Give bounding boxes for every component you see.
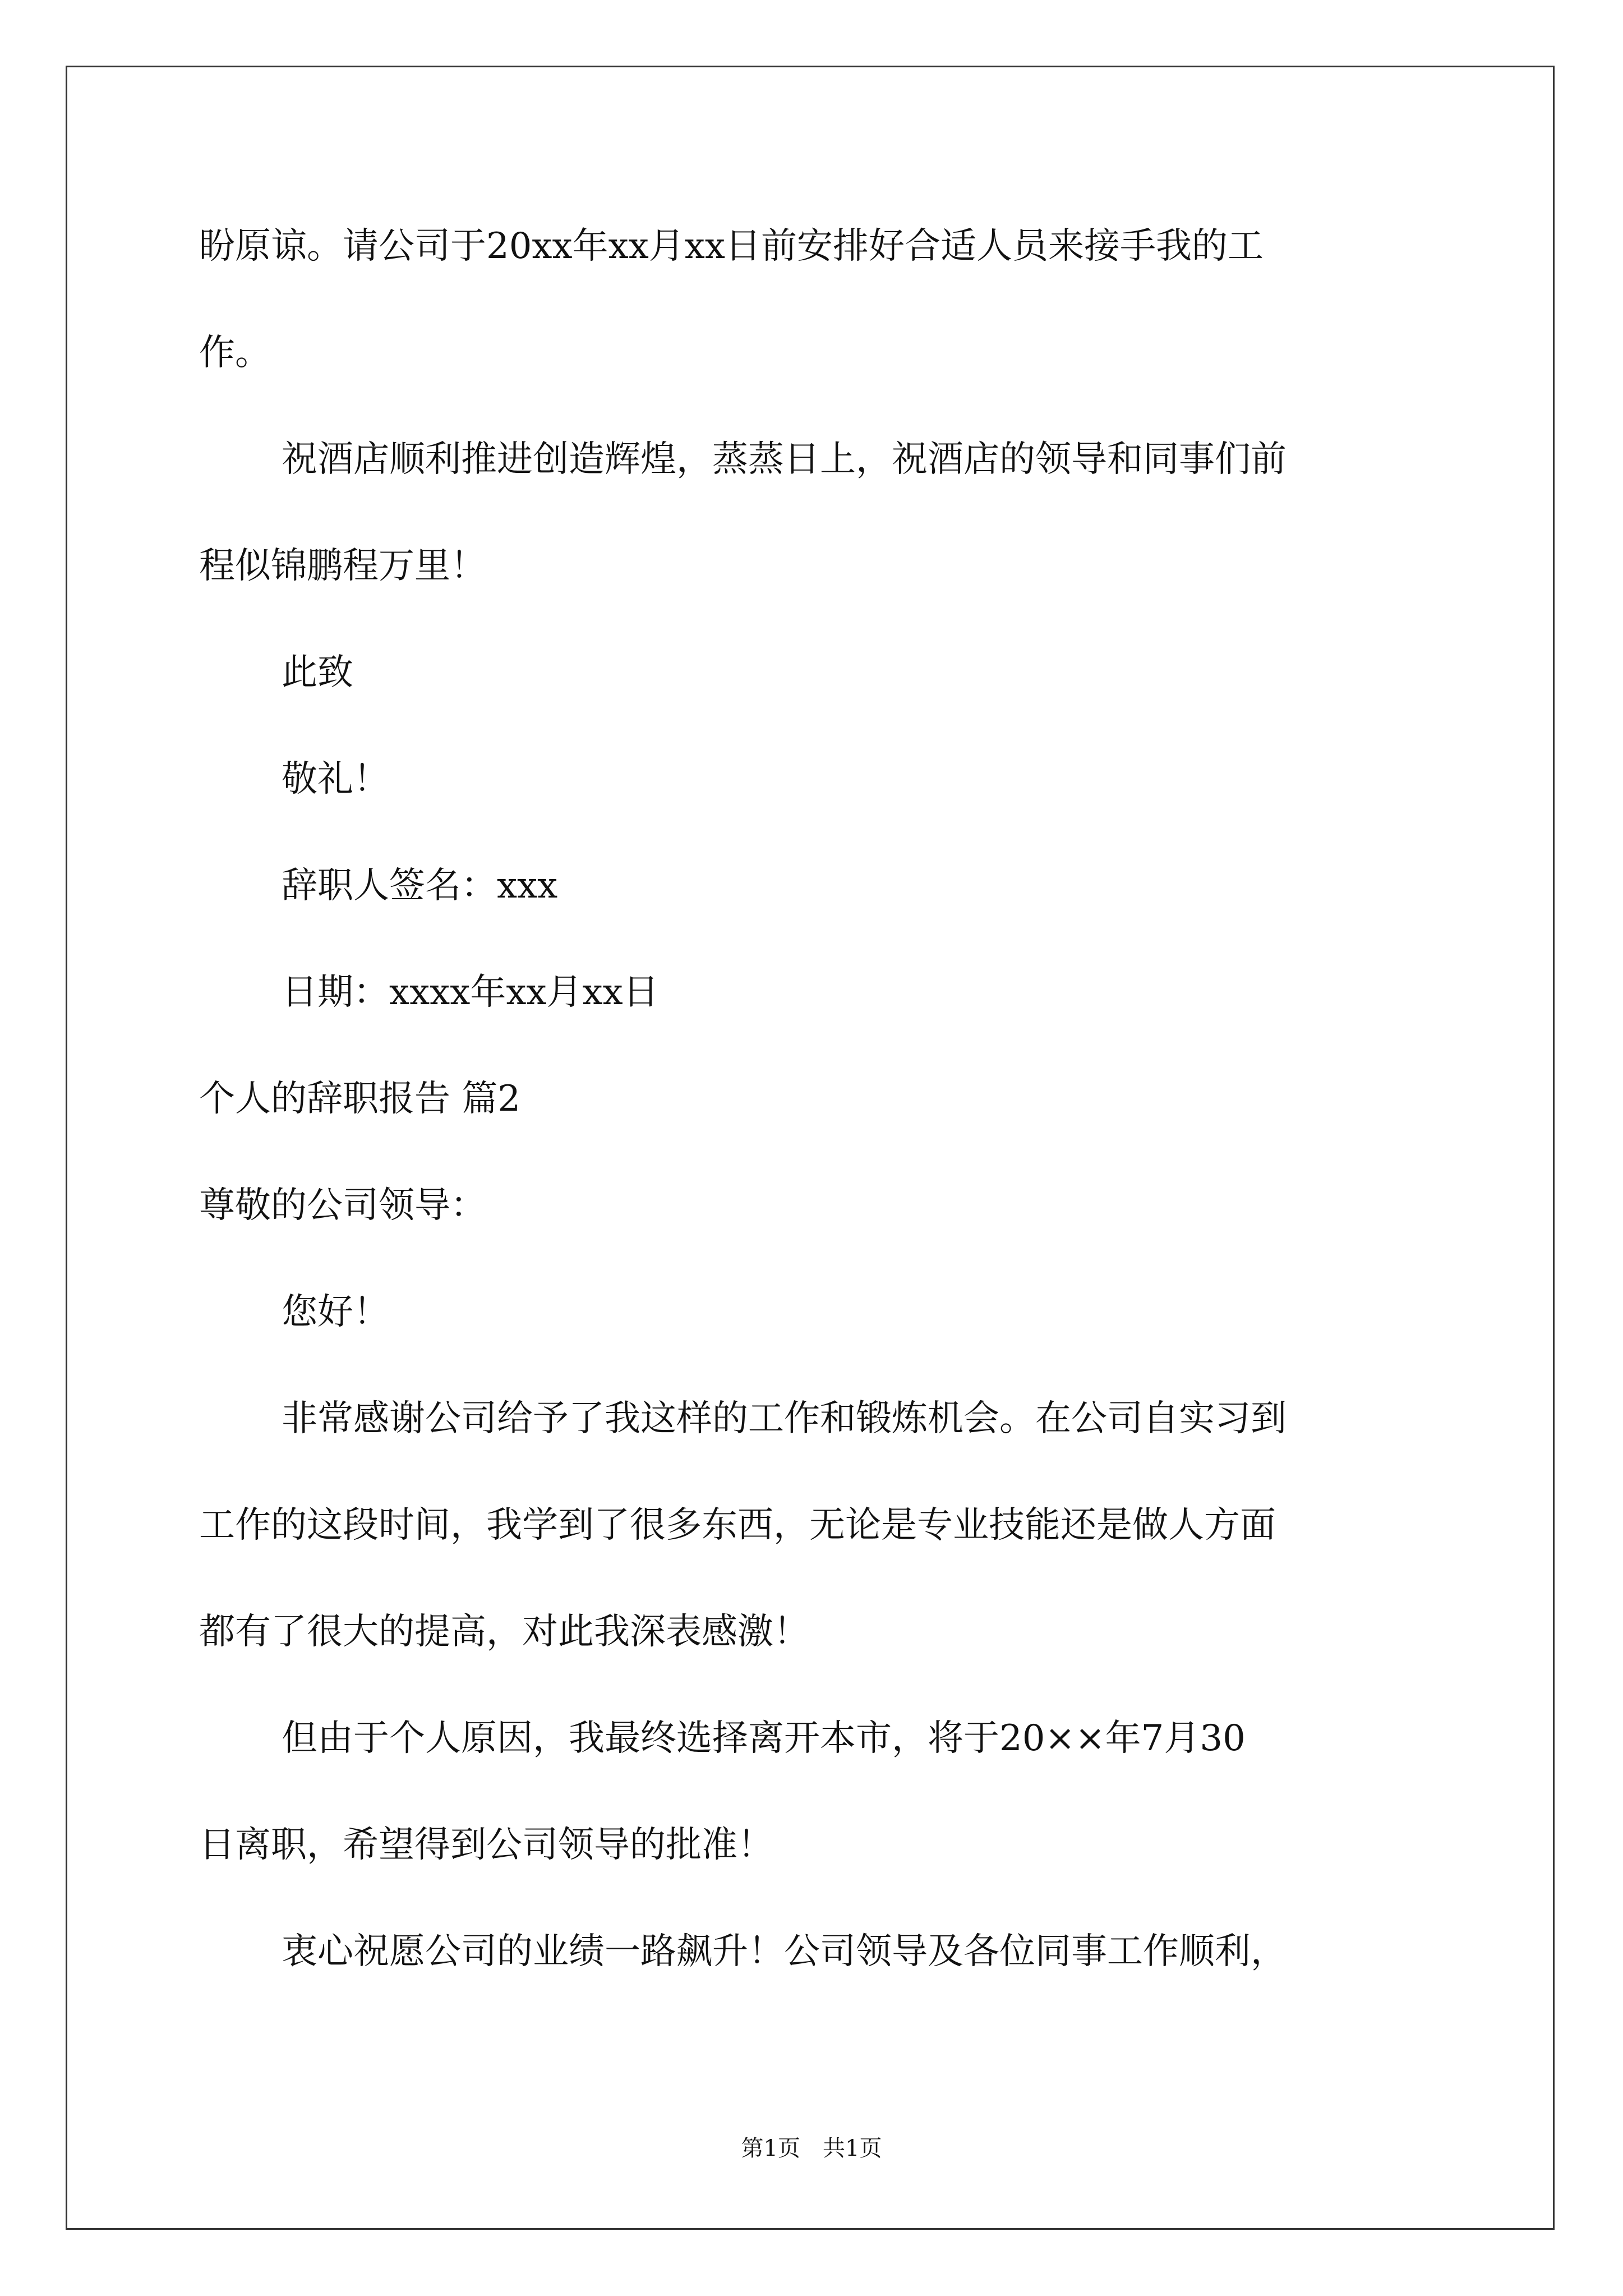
text-line: 日离职，希望得到公司领导的批准！ xyxy=(199,1824,773,1866)
text-line: 作。 xyxy=(199,332,271,374)
page-frame xyxy=(66,66,1555,2230)
text-line: 盼原谅。请公司于20xx年xx月xx日前安排好合适人员来接手我的工 xyxy=(199,226,1264,267)
text-line: 敬礼！ xyxy=(282,758,389,800)
salutation: 尊敬的公司领导： xyxy=(199,1185,486,1226)
greeting: 您好！ xyxy=(282,1291,389,1333)
text-line: 辞职人签名：xxx xyxy=(282,865,558,907)
text-line: 都有了很大的提高，对此我深表感激！ xyxy=(199,1611,809,1653)
page-number-footer: 第1页 共1页 xyxy=(741,2136,882,2161)
text-line: 祝酒店顺利推进创造辉煌，蒸蒸日上，祝酒店的领导和同事们前 xyxy=(282,439,1287,480)
text-line: 工作的这段时间，我学到了很多东西，无论是专业技能还是做人方面 xyxy=(199,1504,1276,1546)
text-line: 非常感谢公司给予了我这样的工作和锻炼机会。在公司自实习到 xyxy=(282,1398,1287,1439)
text-line: 此致 xyxy=(282,652,353,693)
text-line: 但由于个人原因，我最终选择离开本市，将于20××年7月30 xyxy=(282,1718,1246,1759)
section-heading: 个人的辞职报告 篇2 xyxy=(199,1078,521,1120)
text-line: 衷心祝愿公司的业绩一路飙升！公司领导及各位同事工作顺利， xyxy=(282,1931,1287,1972)
text-line: 程似锦鹏程万里！ xyxy=(199,545,486,587)
text-line: 日期：xxxx年xx月xx日 xyxy=(282,972,659,1013)
